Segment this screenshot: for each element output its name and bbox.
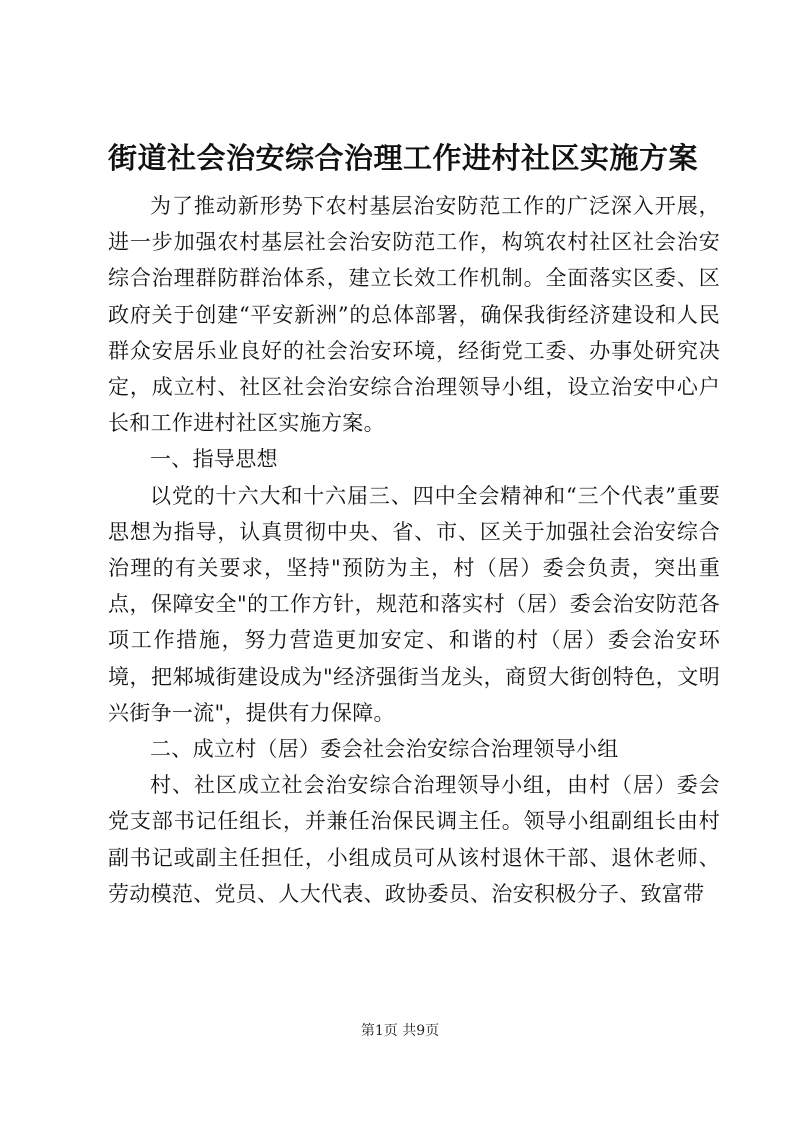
section-heading-leadership-group: 二、成立村（居）委会社会治安综合治理领导小组 [150,737,619,762]
document-body [108,188,720,912]
paragraph-leadership-group: 村、社区成立社会治安综合治理领导小组，由村（居）委会党支部书记任组长，并兼任治保民调主任。领导小组副组长由村副书记或副主任担任，小组成员可从该村退休干部、退休老师、劳动模范、党员、人大代表、政协委员、治安积极分子、致富带 [108,773,720,906]
paragraph-guiding-thought: 以党的十六大和十六届三、四中全会精神和“三个代表”重要思想为指导，认真贯彻中央、省、市、区关于加强社会治安综合治理的有关要求，坚持"预防为主，村（居）委会负责，突出重点，保障安全"的工作方针，规范和落实村（居）委会治安防范各项工作措施，努力营造更加安定、和谐的村（居）委会治安环境，把邾城街建设成为"经济强街当龙头，商贸大街创特色，文明兴街争一流"，提供有力保障。 [108,483,720,725]
paragraph-intro: 为了推动新形势下农村基层治安防范工作的广泛深入开展，进一步加强农村基层社会治安防范工作，构筑农村社区社会治安综合治理群防群治体系，建立长效工作机制。全面落实区委、区政府关于创建“平安新洲”的总体部署，确保我街经济建设和人民群众安居乐业良好的社会治安环境，经街党工委、办事处研究决定，成立村、社区社会治安综合治理领导小组，设立治安中心户长和工作进村社区实施方案。 [108,194,720,436]
page-footer: 第1页 共9页 [360,1023,440,1039]
section-heading-guiding-thought: 一、指导思想 [150,447,278,472]
document-title: 街道社会治安综合治理工作进村社区实施方案 [108,141,699,175]
